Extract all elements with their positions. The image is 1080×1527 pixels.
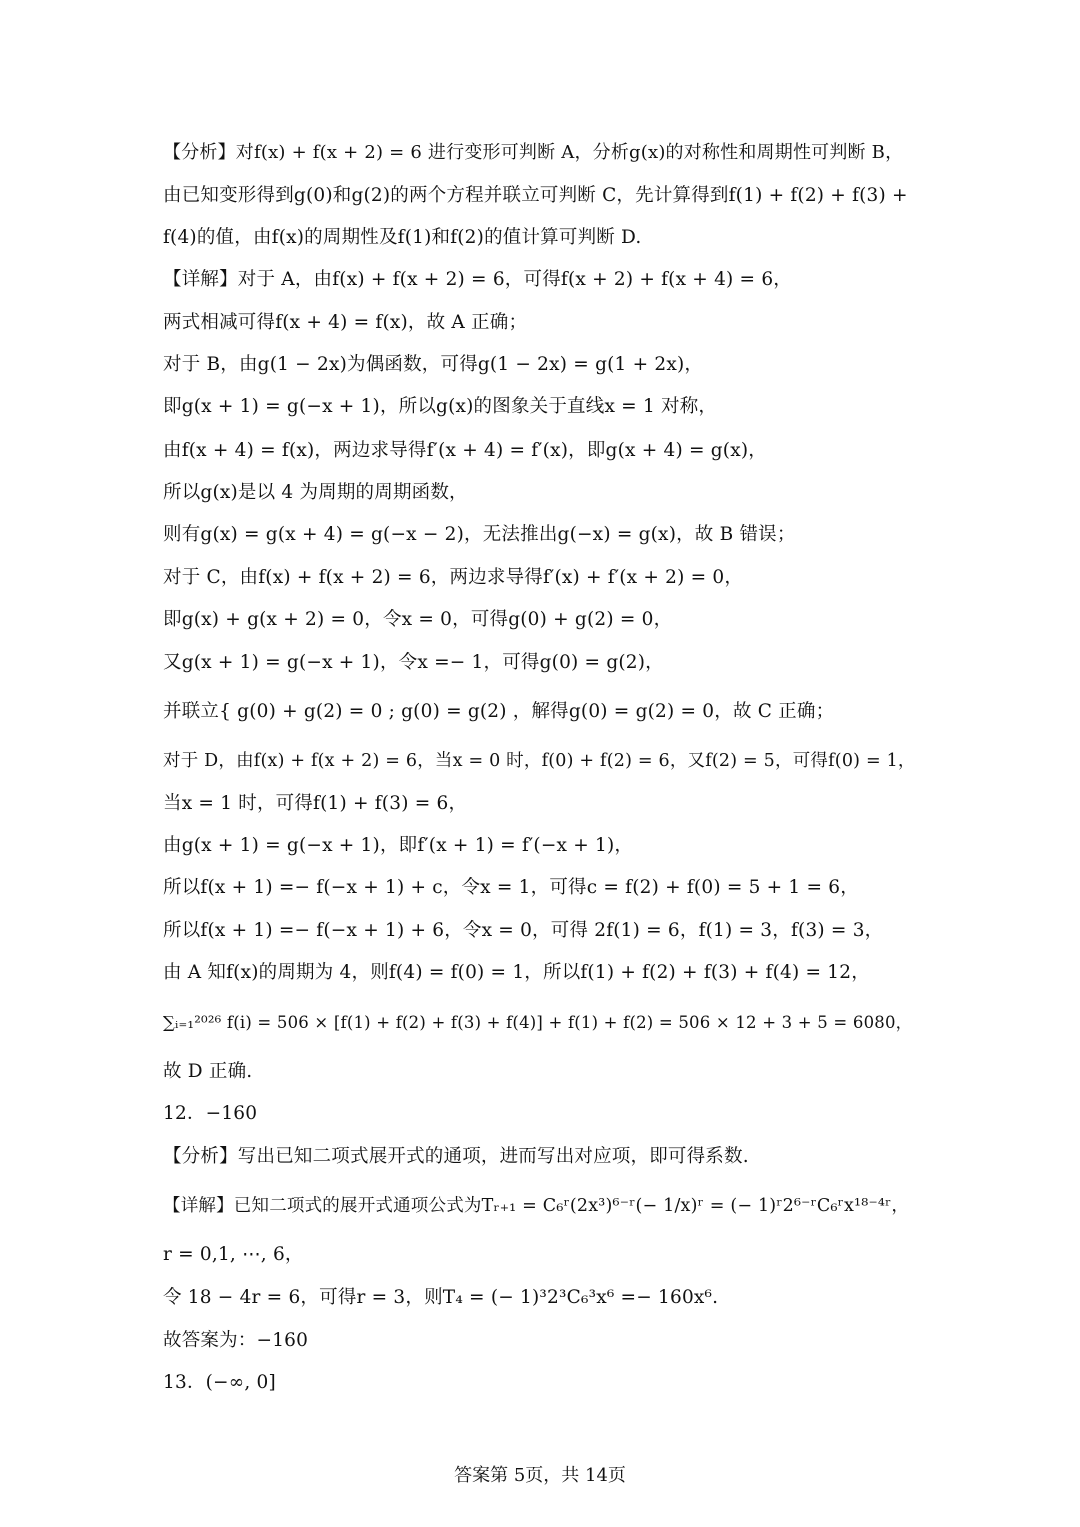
text-line: 则有g(x) = g(x + 4) = g(−x − 2)，无法推出g(−x) = g(x)，故 B 错误； <box>163 524 796 545</box>
text-line: 即g(x) + g(x + 2) = 0，令x = 0，可得g(0) + g(2) = 0， <box>163 609 673 630</box>
text-line: ∑ᵢ₌₁²⁰²⁶ f(i) = 506 × [f(1) + f(2) + f(3) + f(4)] + f(1) + f(2) = 506 × 12 + 3 + 5 = 6080， <box>163 1013 913 1032</box>
text-line: 对于 D，由f(x) + f(x + 2) = 6，当x = 0 时，f(0) + f(2) = 6，又f(2) = 5，可得f(0) = 1， <box>163 751 916 771</box>
text-line: 令 18 − 4r = 6，可得r = 3，则T₄ = (− 1)³2³C₆³x⁶ =− 160x⁶. <box>163 1287 719 1308</box>
text-line: 所以f(x + 1) =− f(−x + 1) + 6，令x = 0，可得 2f(1) = 6，f(1) = 3，f(3) = 3， <box>163 920 884 941</box>
text-line: 13．(−∞, 0] <box>163 1372 276 1393</box>
text-line: 由f(x + 4) = f(x)，两边求导得f′(x + 4) = f′(x)，即g(x + 4) = g(x)， <box>163 440 767 461</box>
text-line: 又g(x + 1) = g(−x + 1)，令x =− 1，可得g(0) = g(2)， <box>163 652 664 673</box>
text-line: 12．−160 <box>163 1103 258 1124</box>
text-line: 两式相减可得f(x + 4) = f(x)，故 A 正确； <box>163 312 528 333</box>
text-line: r = 0,1, ⋯, 6， <box>163 1244 304 1265</box>
text-line: 由 A 知f(x)的周期为 4，则f(4) = f(0) = 1，所以f(1) + f(2) + f(3) + f(4) = 12， <box>163 962 870 983</box>
text-line: 【详解】对于 A，由f(x) + f(x + 2) = 6，可得f(x + 2) + f(x + 4) = 6， <box>163 269 792 290</box>
text-line: 【详解】已知二项式的展开式通项公式为Tᵣ₊₁ = C₆ʳ(2x³)⁶⁻ʳ(− 1/x)ʳ = (− 1)ʳ2⁶⁻ʳC₆ʳx¹⁸⁻⁴ʳ， <box>163 1196 910 1216</box>
text-line: 【分析】写出已知二项式展开式的通项，进而写出对应项，即可得系数. <box>163 1146 749 1167</box>
page-footer: 答案第 5页，共 14页 <box>454 1465 626 1486</box>
text-line: 故答案为：−160 <box>163 1330 309 1351</box>
text-line: 所以f(x + 1) =− f(−x + 1) + c，令x = 1，可得c = f(2) + f(0) = 5 + 1 = 6， <box>163 877 859 898</box>
text-line: f(4)的值，由f(x)的周期性及f(1)和f(2)的值计算可判断 D. <box>163 227 642 248</box>
text-line: 对于 C，由f(x) + f(x + 2) = 6，两边求导得f′(x) + f′(x + 2) = 0， <box>163 567 744 588</box>
text-line: 由已知变形得到g(0)和g(2)的两个方程并联立可判断 C，先计算得到f(1) + f(2) + f(3) + <box>163 185 908 206</box>
text-line: 并联立{ g(0) + g(2) = 0 ; g(0) = g(2) ，解得g(0) = g(2) = 0，故 C 正确； <box>163 701 835 722</box>
text-line: 故 D 正确. <box>163 1061 253 1082</box>
text-line: 由g(x + 1) = g(−x + 1)，即f′(x + 1) = f′(−x + 1)， <box>163 835 634 856</box>
text-line: 对于 B，由g(1 − 2x)为偶函数，可得g(1 − 2x) = g(1 + 2x)， <box>163 354 704 375</box>
text-line: 【分析】对f(x) + f(x + 2) = 6 进行变形可判断 A，分析g(x)的对称性和周期性可判断 B， <box>163 142 904 163</box>
text-line: 即g(x + 1) = g(−x + 1)，所以g(x)的图象关于直线x = 1 对称， <box>163 396 718 417</box>
text-line: 当x = 1 时，可得f(1) + f(3) = 6， <box>163 793 468 814</box>
text-line: 所以g(x)是以 4 为周期的周期函数， <box>163 482 468 503</box>
